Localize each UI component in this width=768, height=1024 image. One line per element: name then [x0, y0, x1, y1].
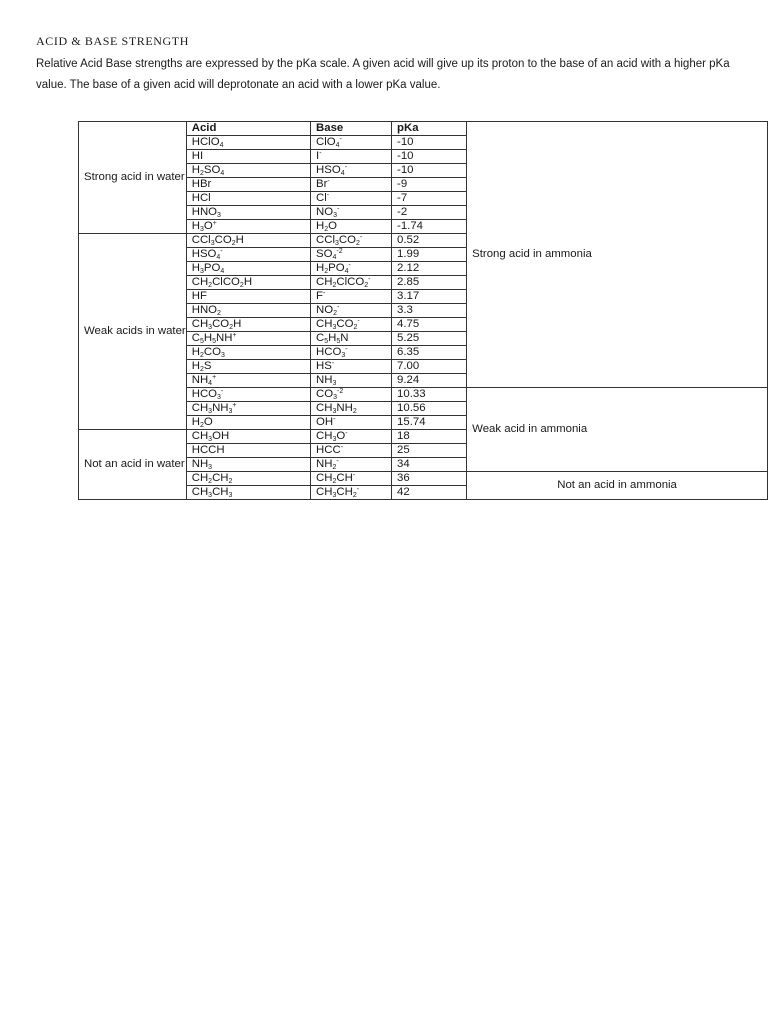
- base-cell: I-: [311, 150, 392, 164]
- acid-cell: $CCl_3CO_2H$: [186, 234, 310, 248]
- base-cell: $C_5H_5N$: [311, 332, 392, 346]
- acid-cell: $H_2CO_3$: [186, 346, 310, 360]
- pka-cell: 5.25: [392, 332, 467, 346]
- pka-cell: -7: [392, 192, 467, 206]
- pka-cell: 2.85: [392, 276, 467, 290]
- pka-cell: -10: [392, 136, 467, 150]
- intro-paragraph: Relative Acid Base strengths are expressed by the pKa scale. A given acid will give up its proton to the base of an acid with a higher pKa value. The base of a given acid will deprotonate an acid with a lower pKa value.: [36, 58, 730, 91]
- acid-cell: HClO$_4$: [186, 136, 310, 150]
- acid-cell: $HNO_2$: [186, 304, 310, 318]
- document-title: ACID & BASE STRENGTH: [36, 34, 190, 48]
- pka-cell: -10: [392, 150, 467, 164]
- ammonia-group-label: Weak acid in ammonia: [467, 388, 768, 472]
- acid-cell: $CH_3OH$: [186, 430, 310, 444]
- pka-cell: 36: [392, 472, 467, 486]
- base-cell: F-: [311, 290, 392, 304]
- base-cell: $NH_2^-$: [311, 458, 392, 472]
- acid-cell: $H_3PO_4$: [186, 262, 310, 276]
- pka-cell: -9: [392, 178, 467, 192]
- base-cell: $CH_2ClCO_2^-$: [311, 276, 392, 290]
- pka-cell: 42: [392, 486, 467, 500]
- pka-cell: 15.74: [392, 416, 467, 430]
- acid-cell: HBr: [186, 178, 310, 192]
- pka-cell: 2.12: [392, 262, 467, 276]
- ammonia-group-label: Strong acid in ammonia: [467, 122, 768, 388]
- water-group-label: Strong acid in water: [79, 122, 187, 234]
- base-cell: $CH_3CO_2^-$: [311, 318, 392, 332]
- pka-cell: 4.75: [392, 318, 467, 332]
- acid-cell: $HNO_3$: [186, 206, 310, 220]
- base-cell: Br-: [311, 178, 392, 192]
- acid-cell: $CH_3CH_3$: [186, 486, 310, 500]
- base-cell: $CH_2CH^-$: [311, 472, 392, 486]
- water-group-label: Weak acids in water: [79, 234, 187, 430]
- pka-cell: 25: [392, 444, 467, 458]
- pka-cell: 7.00: [392, 360, 467, 374]
- acid-cell: HI: [186, 150, 310, 164]
- acid-cell: $HCO_3^-$: [186, 388, 310, 402]
- base-cell: $CO_3^{-2}$: [311, 388, 392, 402]
- pka-table: [78, 121, 768, 500]
- pka-cell: 3.3: [392, 304, 467, 318]
- pka-cell: -10: [392, 164, 467, 178]
- pka-cell: 34: [392, 458, 467, 472]
- base-cell: $CH_3NH_2$: [311, 402, 392, 416]
- header-pka: pKa: [392, 122, 467, 136]
- acid-cell: $H_3O^+$: [186, 220, 310, 234]
- pka-cell: 10.33: [392, 388, 467, 402]
- base-cell: $SO_4^{-2}$: [311, 248, 392, 262]
- base-cell: $CCl_3CO_2^-$: [311, 234, 392, 248]
- acid-cell: $CH_2ClCO_2H$: [186, 276, 310, 290]
- header-base: Base: [311, 122, 392, 136]
- acid-cell: $CH_3NH_3^+$: [186, 402, 310, 416]
- base-cell: HCC-: [311, 444, 392, 458]
- ammonia-group-label: Not an acid in ammonia: [467, 472, 768, 500]
- base-cell: $HSO_4^-$: [311, 164, 392, 178]
- acid-cell: $CH_2CH_2$: [186, 472, 310, 486]
- base-cell: $CH_3O^-$: [311, 430, 392, 444]
- base-cell: $HCO_3^-$: [311, 346, 392, 360]
- base-cell: ClO$_4$-: [311, 136, 392, 150]
- acid-cell: $CH_3CO_2H$: [186, 318, 310, 332]
- pka-cell: 9.24: [392, 374, 467, 388]
- acid-cell: HCl: [186, 192, 310, 206]
- water-group-label: Not an acid in water: [79, 430, 187, 500]
- base-cell: Cl-: [311, 192, 392, 206]
- acid-cell: $H_2S$: [186, 360, 310, 374]
- base-cell: OH-: [311, 416, 392, 430]
- base-cell: $CH_3CH_2^-$: [311, 486, 392, 500]
- base-cell: $NH_3$: [311, 374, 392, 388]
- acid-cell: $C_5H_5NH^+$: [186, 332, 310, 346]
- base-cell: $H_2O$: [311, 220, 392, 234]
- table-header-row: [79, 122, 768, 136]
- base-cell: $H_2PO_4^-$: [311, 262, 392, 276]
- pka-cell: 1.99: [392, 248, 467, 262]
- base-cell: $NO_2^-$: [311, 304, 392, 318]
- base-cell: HS-: [311, 360, 392, 374]
- header-acid: Acid: [186, 122, 310, 136]
- acid-cell: $HSO_4^-$: [186, 248, 310, 262]
- acid-cell: $NH_3$: [186, 458, 310, 472]
- acid-cell: HCCH: [186, 444, 310, 458]
- pka-cell: 3.17: [392, 290, 467, 304]
- pka-cell: -2: [392, 206, 467, 220]
- acid-cell: $H_2SO_4$: [186, 164, 310, 178]
- pka-cell: 6.35: [392, 346, 467, 360]
- pka-cell: 0.52: [392, 234, 467, 248]
- pka-cell: 10.56: [392, 402, 467, 416]
- base-cell: $NO_3^-$: [311, 206, 392, 220]
- pka-cell: 18: [392, 430, 467, 444]
- pka-cell: -1.74: [392, 220, 467, 234]
- acid-cell: $H_2O$: [186, 416, 310, 430]
- acid-cell: $NH_4^+$: [186, 374, 310, 388]
- acid-cell: HF: [186, 290, 310, 304]
